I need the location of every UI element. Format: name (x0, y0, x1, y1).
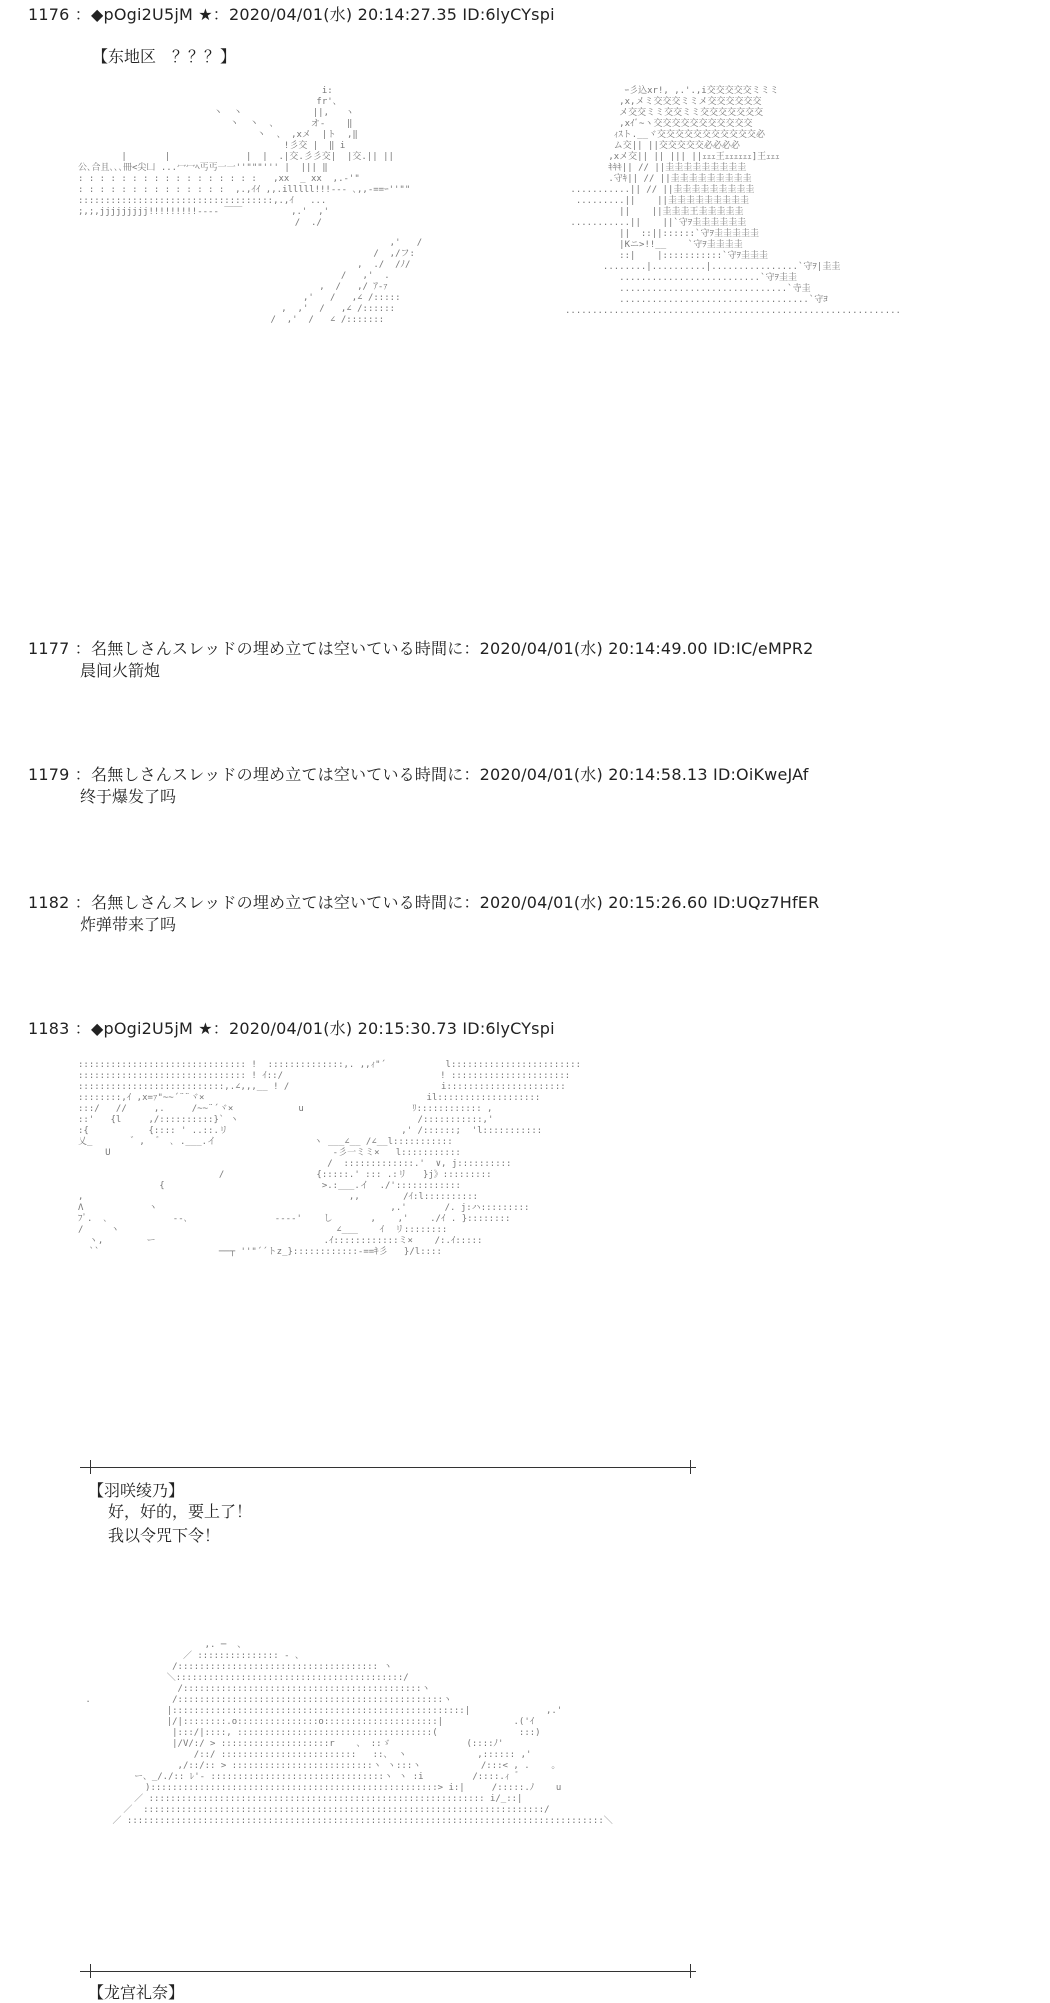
ascii-art-city-lines: ,' / / ,/フ: , ./ /ﾉ/ / ,' . , / ,/ ｱ-ｧ ,' / ,∠ /::::: , ,' / ,∠ /:::::: / ,' / ∠ /::::::: (270, 238, 423, 325)
scene-title: 【东地区 ？？？】 (92, 47, 237, 66)
post-header: 1182 ：名無しさんスレッドの埋め立ては空いている時間に：2020/04/01(水) 20:15:26.60 ID:UQz7HfER (28, 893, 820, 912)
ascii-art-character-rena: ,. ─ 、 ／ ::::::::::::::: ‐ 、 /::::::::::::::::::::::::::::::::::::: ヽ ＼::::::::::::::::::::::::::::::::::::::::::/ /::::::::::::::::::::::::::::::::::::::::::::ヽ . /:::::::::::::::::::::::::::::::::::::::::::::::::ヽ |::::::::::::::::::::::::::::::::::::::::::::::::::::::| ,.' |/|::::::::.o:::::::::::::::o:::::::::::::::::::::| .('ｲ |:::/|::::, ::::::::::::::::::::::::::::::::::::( :::) |/V/:/ > ::::::::::::::::::::r 、 ::ゞ (::::ﾉ' /::/ ::::::::::::::::::::::::: ::、 ヽ ,:::::: ,' ,/::/:: > ::::::::::::::::::::::::::ヽ ヽ:::ヽ /:::< , . 。 ー、_/./:: ﾚ'‐ ::::::::::::::::::::::::::::::::ヽ ヽ :i /::::.ｨ ゛ ):::::::::::::::::::::::::::::::::::::::::::::::::::::> i:| /:::::.ﾉ u ／ :::::::::::::::::::::::::::::::::::::::::::::::::::::::::::::: i/_::| ／ ::::::::::::::::::::::::::::::::::::::::::::::::::::::::::::::::::::::::::/ ／ ::::::::::::::::::::::::::::::::::::::::::::::::::::::::::::::::::::::::::::::::::::::::＼ (85, 1640, 613, 1826)
dialogue-line: 好，好的，要上了！ (108, 1502, 253, 1521)
post-header: 1177 ：名無しさんスレッドの埋め立ては空いている時間に：2020/04/01(水) 20:14:49.00 ID:IC/eMPR2 (28, 639, 814, 658)
ascii-art-city-left: i: fr'、 丶 丶 ||, ヽ 丶 丶 、 オ- ‖ 丶 、 ,xメ |ト ,‖ !彡交 | ‖ i | | | | .|交.彡彡交| |交.|| || 公､合且､､､冊<尖凵 ...冖冖ﾍ丐丐一一''"""''' | ||| ‖ : : : : : : : : : : : : : : : : : ,xx _ xx ,.-'" : : : : : : : : : : : : : : ,.,ｲｲ ,,.illlll!!!--‐ ､,,-==ｰ''"" ::::::::::::::::::::::::::::::::::::,.,ｲ ... ;,;,jjjjjjjjj!!!!!!!!!--‐‐ ￣￣ ,.' ,' / ./ (78, 86, 411, 228)
ascii-art-city-right: ｰ彡込xr!, ,.'.,i交交交交交ミミミ ,x,メミ交交交ミミメ交交交交交交 メ交交ミミ交交ミミ交交交交交交交 ,xｲﾞ~ヽ交交交交交交交交交交交 ｨｽト.__ヾ交交交交交交交交交交交必 ム交|| ||交交交交交必必必必 ,xメ交|| || ||| ||ｪｪｪ王ｪｪｪｪｪｪ]王ｪｪｪ ｷｷｷ|| // ||圭圭圭圭圭圭圭圭圭 .守ｷ|| // ||圭圭圭圭圭圭圭圭圭 ...........|| // ||圭圭圭圭圭圭圭圭圭 .........|| ||圭圭圭圭圭圭圭圭圭 || ||圭圭圭王圭圭圭圭圭 ...........|| ||`守ｦ圭圭圭圭圭圭 || ::||::::::`守ｦ圭圭圭圭圭 |Kニ>!!__ `守ｦ圭圭圭圭 ::| |:::::::::::`守ｦ圭圭圭 ........|..........|................`守ｦ|圭圭 ..........................`守ｦ圭圭 ...............................`寺圭 ...................................`守ﾖ .............................................................. (565, 86, 901, 316)
post-header: 1179 ：名無しさんスレッドの埋め立ては空いている時間に：2020/04/01(水) 20:14:58.13 ID:OiKweJAf (28, 765, 809, 784)
divider-tick (690, 1460, 691, 1474)
divider-line (80, 1971, 696, 1972)
divider-tick (690, 1964, 691, 1978)
divider-tick (90, 1964, 91, 1978)
ascii-art-character-ayano: ::::::::::::::::::::::::::::::: ! ::::::::::::::,. ,,ｨ"´ l:::::::::::::::::::::::: ::::::::::::::::::::::::::::::: ! ｲ::/ ! :::::::::::::::::::::: :::::::::::::::::::::::::::,.∠,,,__ ! / i:::::::::::::::::::::: ::::::::,ｲ ,x=ｧ"~~´¨¨ヾ× il::::::::::::::::::: :::/ // ,. /~~¨´ヾ× u ﾘ:::::::::::: , ::' {l ,/::::::::::}` ヽ /:::::::::::,' :{ {:::: ' ..::.リ ,' /::::::; 'l::::::::::: 乂_ ゛, ゛ ､ .___.イ ヽ ___∠__ /∠__l::::::::::: U -彡一ミミ× l::::::::::: / :::::::::::::.' ∨, j:::::::::: / {:::::.' ::: .:リ }j》::::::::: { >.:___.イ ./':::::::::::: , ,, /ｲ:l:::::::::: Λ ヽ ,.' /. j:ハ::::::::: ﾌﾟ. ､ ‐-､ -‐‐-' し , ,' ./ｲ . }:::::::: / ヽ ∠___ ｲ リ:::::::: ヽ, ー .ｲ::::::::::::ミ× /:.ｲ::::: `` ──┬ ''"´´トz_}::::::::::::‐==ｷ彡 }/l:::: (78, 1060, 581, 1257)
speaker-label: 【羽咲绫乃】 (88, 1481, 185, 1500)
dialogue-line: 我以令咒下令！ (108, 1526, 221, 1545)
speaker-label: 【龙宫礼奈】 (88, 1983, 185, 2002)
divider-line (80, 1467, 696, 1468)
post-header: 1183 ：◆pOgi2U5jM ★：2020/04/01(水) 20:15:30.73 ID:6lyCYspi (28, 1019, 555, 1038)
divider-tick (90, 1460, 91, 1474)
post-body: 终于爆发了吗 (80, 787, 177, 806)
post-header: 1176 ：◆pOgi2U5jM ★：2020/04/01(水) 20:14:27.35 ID:6lyCYspi (28, 5, 555, 24)
post-body: 晨间火箭炮 (80, 661, 161, 680)
post-body: 炸弹带来了吗 (80, 915, 177, 934)
